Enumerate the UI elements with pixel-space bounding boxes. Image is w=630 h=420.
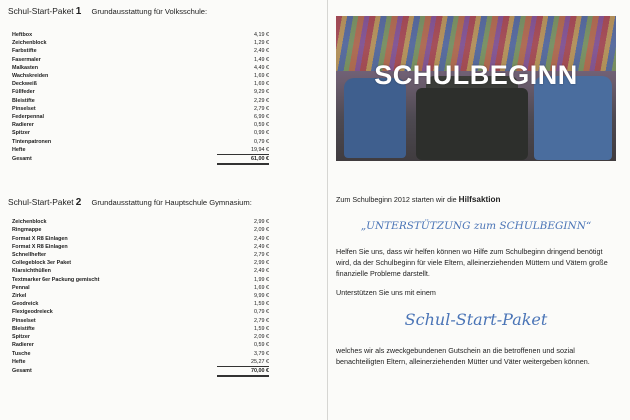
item-price: 1,59 € [254,301,269,308]
item-price: 0,59 € [254,122,269,129]
item-row [12,341,269,349]
item-row [12,80,269,88]
item-row [12,325,269,333]
item-name: Pinselset [12,105,36,112]
item-name: Ringmappe [12,227,42,234]
item-name: Hefte [12,358,26,365]
item-price: 2,09 € [254,334,269,341]
item-price: 1,69 € [254,284,269,291]
item-name: Deckweiß [12,81,37,88]
item-price: 19,94 € [251,146,269,153]
item-row [12,276,269,284]
paket2-rows [12,218,269,376]
item-name: Malkasten [12,64,39,71]
item-row [12,308,269,316]
item-row [12,358,269,367]
item-price: 2,79 € [254,105,269,112]
item-price: 2,99 € [254,260,269,267]
item-row [12,56,269,64]
item-price: 1,99 € [254,276,269,283]
item-name: Wachskreiden [12,73,49,80]
item-name: Zeichenblock [12,219,47,226]
intro-highlight: Hilfsaktion [458,195,501,204]
item-name: Tusche [12,350,31,357]
item-row [12,129,269,137]
intro-line [336,195,616,204]
right-page [336,16,616,367]
intro-text: Zum Schulbeginn 2012 starten wir die [336,195,457,204]
item-row [12,113,269,121]
item-row [12,31,269,39]
item-row [12,284,269,292]
item-row [12,105,269,113]
item-row [12,300,269,308]
item-row [12,218,269,226]
item-row [12,39,269,47]
paket1-table [12,31,269,165]
item-row [12,72,269,80]
item-name: Pennal [12,284,30,291]
voucher-paragraph: welches wir als zweckgebundenen Gutschein an die betroffenen und sozial benachteiligten Eltern, alleinerziehenden Mütter und Väter weitergeben können. [336,346,590,366]
item-name: Hefte [12,147,26,154]
item-name: Bleistifte [12,97,35,104]
item-row [12,251,269,259]
item-name: Textmarker 6er Packung gemischt [12,276,100,283]
item-price: 1,29 € [254,40,269,47]
item-name: Pinselset [12,317,36,324]
item-price: 0,99 € [254,130,269,137]
item-name: Spitzer [12,334,30,341]
item-price: 9,29 € [254,89,269,96]
item-price: 25,27 € [251,358,269,365]
item-name: Radierer [12,342,34,349]
item-name: Geodreick [12,301,39,308]
item-price: 1,69 € [254,81,269,88]
item-price: 9,99 € [254,293,269,300]
item-name: Klarsichthüllen [12,268,51,275]
item-row [12,97,269,105]
item-name: Federpennal [12,114,45,121]
item-row [12,235,269,243]
item-row [12,317,269,325]
paket2-title: Schul-Start-Paket [8,197,74,208]
item-name: Bleistifte [12,325,35,332]
paket1-subtitle: Grundausstattung für Volksschule: [91,7,208,16]
item-name: Fasermaler [12,56,41,63]
item-price: 1,59 € [254,325,269,332]
item-name: Flexigeodreieck [12,309,53,316]
item-price: 2,79 € [254,317,269,324]
item-row [12,350,269,358]
item-price: 0,79 € [254,309,269,316]
school-bags-photo [336,16,616,161]
item-price: 2,09 € [254,227,269,234]
item-row [12,226,269,234]
item-price: 2,49 € [254,243,269,250]
paket1-heading [8,6,318,17]
item-price: 2,29 € [254,97,269,104]
campaign-slogan: „UNTERSTÜTZUNG zum SCHULBEGINN“ [360,220,592,232]
item-name: Format X R8 Einlagen [12,235,68,242]
paket1-number: 1 [75,6,82,17]
total-row [12,366,269,376]
paket2-heading [8,197,318,208]
item-row [12,146,269,155]
paket1-title: Schul-Start-Paket [8,6,74,16]
item-row [12,243,269,251]
item-row [12,267,269,275]
support-line: Unterstützen Sie uns mit einem [336,288,436,297]
item-row [12,259,269,267]
appeal-paragraph: Helfen Sie uns, dass wir helfen können wo Hilfe zum Schulbeginn dringend benötigt wird, da der Schulbeginn für viele Eltern, alleinerziehenden Müttern und Vätern große finanzielle Probleme darstellt. [336,247,608,278]
item-price: 1,69 € [254,73,269,80]
item-row [12,333,269,341]
item-name: Schnellhefter [12,252,47,259]
item-price: 6,99 € [254,114,269,121]
item-price: 0,59 € [254,342,269,349]
item-row [12,47,269,55]
item-price: 2,49 € [254,235,269,242]
total-row [12,155,269,165]
item-name: Zirkel [12,293,27,300]
item-price: 3,79 € [254,350,269,357]
item-name: Collegeblock 3er Paket [12,260,72,267]
item-row [12,292,269,300]
banner-title: SCHULBEGINN [374,60,578,90]
item-price: 4,49 € [254,64,269,71]
paket1-rows [12,31,269,164]
item-row [12,138,269,146]
item-name: Spitzer [12,130,30,137]
paket2-number: 2 [75,197,82,209]
fold-line [327,0,328,420]
item-name: Füllfeder [12,89,35,96]
item-price: 2,79 € [254,252,269,259]
item-name: Radierer [12,122,34,129]
item-name: Tintenpatronen [12,138,52,145]
item-price: 0,79 € [254,138,269,145]
item-price: 2,49 € [254,268,269,275]
item-price: 2,49 € [254,48,269,55]
item-price: 1,49 € [254,56,269,63]
satchel-center [416,88,528,160]
paket-brand: Schul-Start-Paket [404,310,548,329]
total-label: Gesamt [12,156,32,163]
total-label: Gesamt [12,368,32,375]
item-name: Format X R8 Einlagen [12,243,68,250]
item-price: 2,99 € [254,219,269,226]
item-row [12,64,269,72]
item-name: Zeichenblock [12,40,47,47]
left-page [8,6,318,377]
item-row [12,121,269,129]
total-price: 61,00 € [217,155,269,165]
item-name: Heftbox [12,32,33,38]
paket2-subtitle: Grundausstattung für Hauptschule Gymnasium: [91,198,252,208]
item-name: Farbstifte [12,48,37,55]
paket2-table [12,218,269,377]
item-row [12,88,269,96]
item-price: 4,19 € [254,32,269,38]
total-price: 70,00 € [217,366,269,376]
